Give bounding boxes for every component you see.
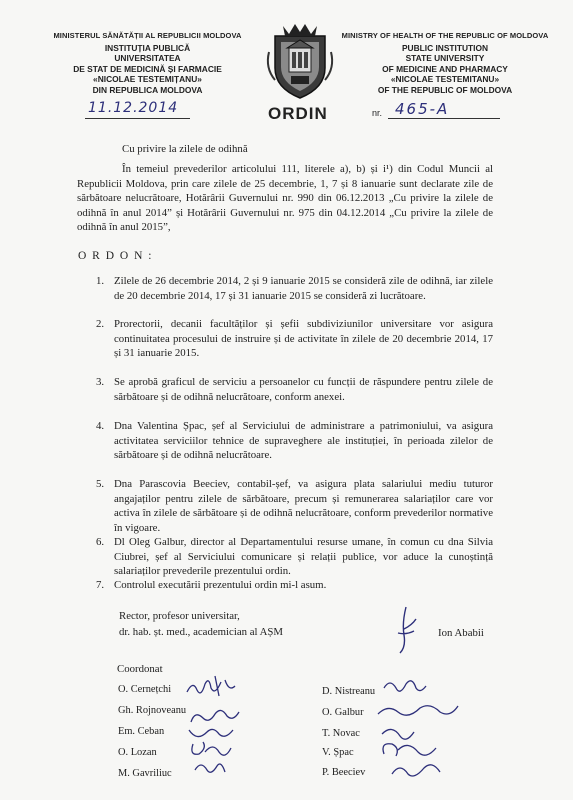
coordinator-name: Em. Ceban <box>118 726 165 737</box>
item-number: 7. <box>96 579 105 591</box>
item-text: Prorectorii, decanii facultăților și șefii subdiviziunilor universitare vor asigura continuitatea procesului de instruire și de activitate în zilele de 20 decembrie 2014, 17 și 31 ianuarie 2015. <box>114 318 493 360</box>
coordinator-signatures-right <box>378 674 468 784</box>
institution-line: «NICOLAE TESTEMITANU» <box>390 74 500 85</box>
item-text: Dl Oleg Galbur, director al Departamentului resurse umane, în comun cu dna Silvia Ciubrei, șef al Serviciului comunicare și relații publice, vor aduce la cunoștință salariaților prevederile prezentului ordin. <box>114 536 493 578</box>
coordinator-signatures-left <box>185 672 245 782</box>
coordinator-name: M. Gavriliuc <box>118 768 172 779</box>
institution-line: DIN REPUBLICA MOLDOVA <box>92 84 203 95</box>
preamble-paragraph: În temeiul prevederilor articolului 111, literele a), b) și i¹) din Codul Muncii al Republicii Moldova, prin care zilele de 25 decembrie, 1, 7 și 8 ianuarie sunt declarate zile de sărbătoare nelucrătoare, Hotărârii Guvernului nr. 990 din 06.12.2013 „Cu privire la zilele de odihnă în anul 2014” și Hotărârii Guvernului nr. 975 din 04.12.2014 „Cu privire la zilele de odihnă în anul 2015”, <box>77 163 493 234</box>
number-label: nr. <box>372 108 383 118</box>
institution-line: «NICOLAE TESTEMIȚANU» <box>93 74 202 85</box>
institution-name-ro <box>40 43 255 95</box>
signatory-degrees: dr. hab. șt. med., academician al AȘM <box>119 626 284 638</box>
rector-signature <box>392 605 422 655</box>
institution-line: STATE UNIVERSITY <box>405 53 485 64</box>
signatory-name: Ion Ababii <box>438 627 484 639</box>
order-date: 11.12.2014 <box>88 100 179 116</box>
institution-line: UNIVERSITATEA <box>114 53 181 64</box>
number-underline <box>388 118 500 119</box>
item-text: Dna Valentina Șpac, șef al Serviciului de administrare a patrimoniului, va asigura activitatea serviciilor tehnice de supraveghere ale instituției, în perioada zilelor de sărbătoare și de odihnă nelucrătoare. <box>114 420 493 462</box>
item-text: Dna Parascovia Beeciev, contabil-șef, va asigura plata salariului mediu tuturor angajaților pentru zilele de sărbătoare, precum și remunerarea salariaților care vor activa în zilele de sărbătoare și de odihnă nelucrătoare, conform prevederilor normative în vigoare. <box>114 478 493 534</box>
coordinator-name: Gh. Rojnoveanu <box>118 705 187 716</box>
ordon-heading: O R D O N : <box>78 250 153 262</box>
coordinator-name: T. Novac <box>322 728 360 739</box>
order-subject: Cu privire la zilele de odihnă <box>122 143 248 155</box>
institution-line: PUBLIC INSTITUTION <box>401 43 489 53</box>
signatory-title: Rector, profesor universitar, <box>119 610 240 622</box>
item-number: 4. <box>96 420 105 432</box>
coordinator-name: O. Cernețchi <box>118 684 172 695</box>
coordinator-name: O. Lozan <box>118 747 157 758</box>
item-text: Se aprobă graficul de serviciu a persoanelor cu funcții de răspundere pentru zilele de sărbătoare și de odihnă nelucrătoare, conform anexei. <box>114 376 493 403</box>
document-title: ORDIN <box>268 104 328 123</box>
ministry-left: MINISTERUL SĂNĂTĂȚII AL REPUBLICII MOLDOVA <box>53 31 242 40</box>
institution-line: INSTITUȚIA PUBLICĂ <box>104 43 191 53</box>
item-text: Zilele de 26 decembrie 2014, 2 și 9 ianuarie 2015 se consideră zile de odihnă, iar zilele de 20 decembrie 2014, 17 și 31 ianuarie 2015 se consideră zi lucrătoare. <box>114 275 493 302</box>
item-number: 3. <box>96 376 105 388</box>
institution-line: DE STAT DE MEDICINĂ ȘI FARMACIE <box>73 63 222 74</box>
coordinated-label: Coordonat <box>117 663 163 675</box>
item-text: Controlul executării prezentului ordin mi-l asum. <box>114 579 327 591</box>
item-number: 2. <box>96 318 105 330</box>
institution-line: OF THE REPUBLIC OF MOLDOVA <box>377 84 513 95</box>
item-number: 1. <box>96 275 105 287</box>
coordinator-name: O. Galbur <box>322 707 364 718</box>
item-number: 5. <box>96 478 105 490</box>
institution-name-en <box>335 43 555 95</box>
coordinator-name: P. Beeciev <box>322 767 366 778</box>
order-number: 465-A <box>395 100 450 118</box>
date-underline <box>85 118 190 119</box>
institution-line: OF MEDICINE AND PHARMACY <box>382 63 508 74</box>
university-emblem <box>267 22 333 100</box>
coordinator-name: V. Șpac <box>322 747 354 758</box>
coordinator-name: D. Nistreanu <box>322 686 376 697</box>
item-number: 6. <box>96 536 105 548</box>
ministry-right: MINISTRY OF HEALTH OF THE REPUBLIC OF MOLDOVA <box>341 31 549 40</box>
